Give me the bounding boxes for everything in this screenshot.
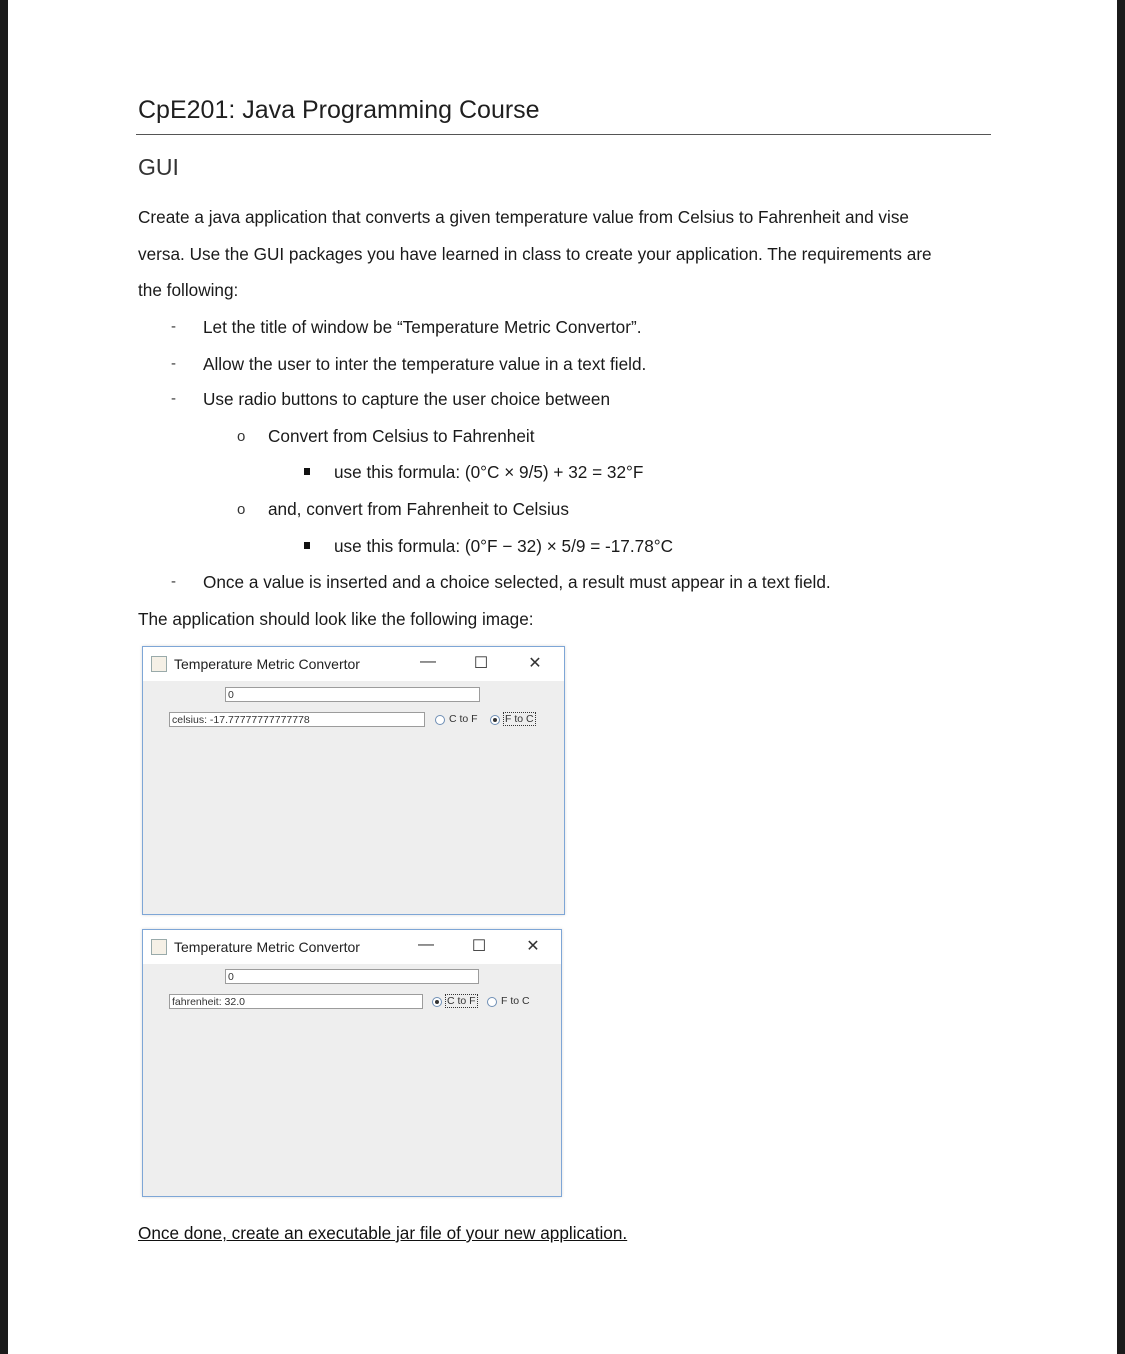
radio-c-to-f[interactable] xyxy=(432,997,442,1007)
title-bar[interactable] xyxy=(143,930,561,964)
minimize-icon[interactable]: — xyxy=(420,653,436,670)
title-rule xyxy=(136,134,991,135)
bullet-square xyxy=(304,468,310,475)
bullet-dash: - xyxy=(171,355,176,372)
result-field[interactable]: fahrenheit: 32.0 xyxy=(169,994,423,1009)
intro-line-1: Create a java application that converts a given temperature value from Celsius to Fahrenheit and vise xyxy=(138,207,909,227)
section-heading: GUI xyxy=(138,154,179,180)
radio-c-to-f-label[interactable]: C to F xyxy=(449,713,478,725)
radio-f-to-c[interactable] xyxy=(490,715,500,725)
req-title: Let the title of window be “Temperature Metric Convertor”. xyxy=(203,317,642,337)
radio-f-to-c-label[interactable]: F to C xyxy=(505,713,534,725)
app-window-f-to-c xyxy=(142,646,565,915)
formula-c-to-f: use this formula: (0°C × 9/5) + 32 = 32°F xyxy=(334,462,644,482)
document-page xyxy=(8,0,1117,1354)
radio-c-to-f[interactable] xyxy=(435,715,445,725)
maximize-icon[interactable]: ☐ xyxy=(471,938,487,955)
minimize-icon[interactable]: — xyxy=(418,936,434,953)
option-c-to-f: Convert from Celsius to Fahrenheit xyxy=(268,426,535,446)
result-field[interactable]: celsius: -17.77777777777778 xyxy=(169,712,425,727)
title-bar[interactable] xyxy=(143,647,564,681)
java-icon xyxy=(151,939,167,955)
formula-f-to-c: use this formula: (0°F − 32) × 5/9 = -17.78°C xyxy=(334,536,674,556)
bullet-circle: o xyxy=(237,501,246,518)
bullet-square xyxy=(304,542,310,549)
temperature-input[interactable]: 0 xyxy=(225,687,480,702)
req-radio: Use radio buttons to capture the user choice between xyxy=(203,389,611,409)
radio-f-to-c-label[interactable]: F to C xyxy=(501,995,530,1007)
intro-line-3: the following: xyxy=(138,280,239,300)
course-title: CpE201: Java Programming Course xyxy=(138,96,540,124)
temperature-input[interactable]: 0 xyxy=(225,969,479,984)
option-f-to-c: and, convert from Fahrenheit to Celsius xyxy=(268,499,569,519)
close-icon[interactable]: ✕ xyxy=(526,938,540,955)
window-title: Temperature Metric Convertor xyxy=(174,939,360,955)
req-result: Once a value is inserted and a choice selected, a result must appear in a text field. xyxy=(203,572,831,592)
footer-instruction: Once done, create an executable jar file of your new application. xyxy=(138,1223,628,1243)
app-window-c-to-f xyxy=(142,929,562,1197)
bullet-dash: - xyxy=(171,318,176,335)
close-icon[interactable]: ✕ xyxy=(528,655,542,672)
radio-f-to-c[interactable] xyxy=(487,997,497,1007)
radio-c-to-f-label[interactable]: C to F xyxy=(447,995,476,1007)
maximize-icon[interactable]: ☐ xyxy=(473,655,489,672)
bullet-dash: - xyxy=(171,573,176,590)
bullet-circle: o xyxy=(237,428,246,445)
intro-line-2: versa. Use the GUI packages you have learned in class to create your application. The requirements are xyxy=(138,244,932,264)
req-input: Allow the user to inter the temperature value in a text field. xyxy=(203,354,647,374)
java-icon xyxy=(151,656,167,672)
bullet-dash: - xyxy=(171,390,176,407)
window-title: Temperature Metric Convertor xyxy=(174,656,360,672)
look-like-text: The application should look like the following image: xyxy=(138,609,534,629)
